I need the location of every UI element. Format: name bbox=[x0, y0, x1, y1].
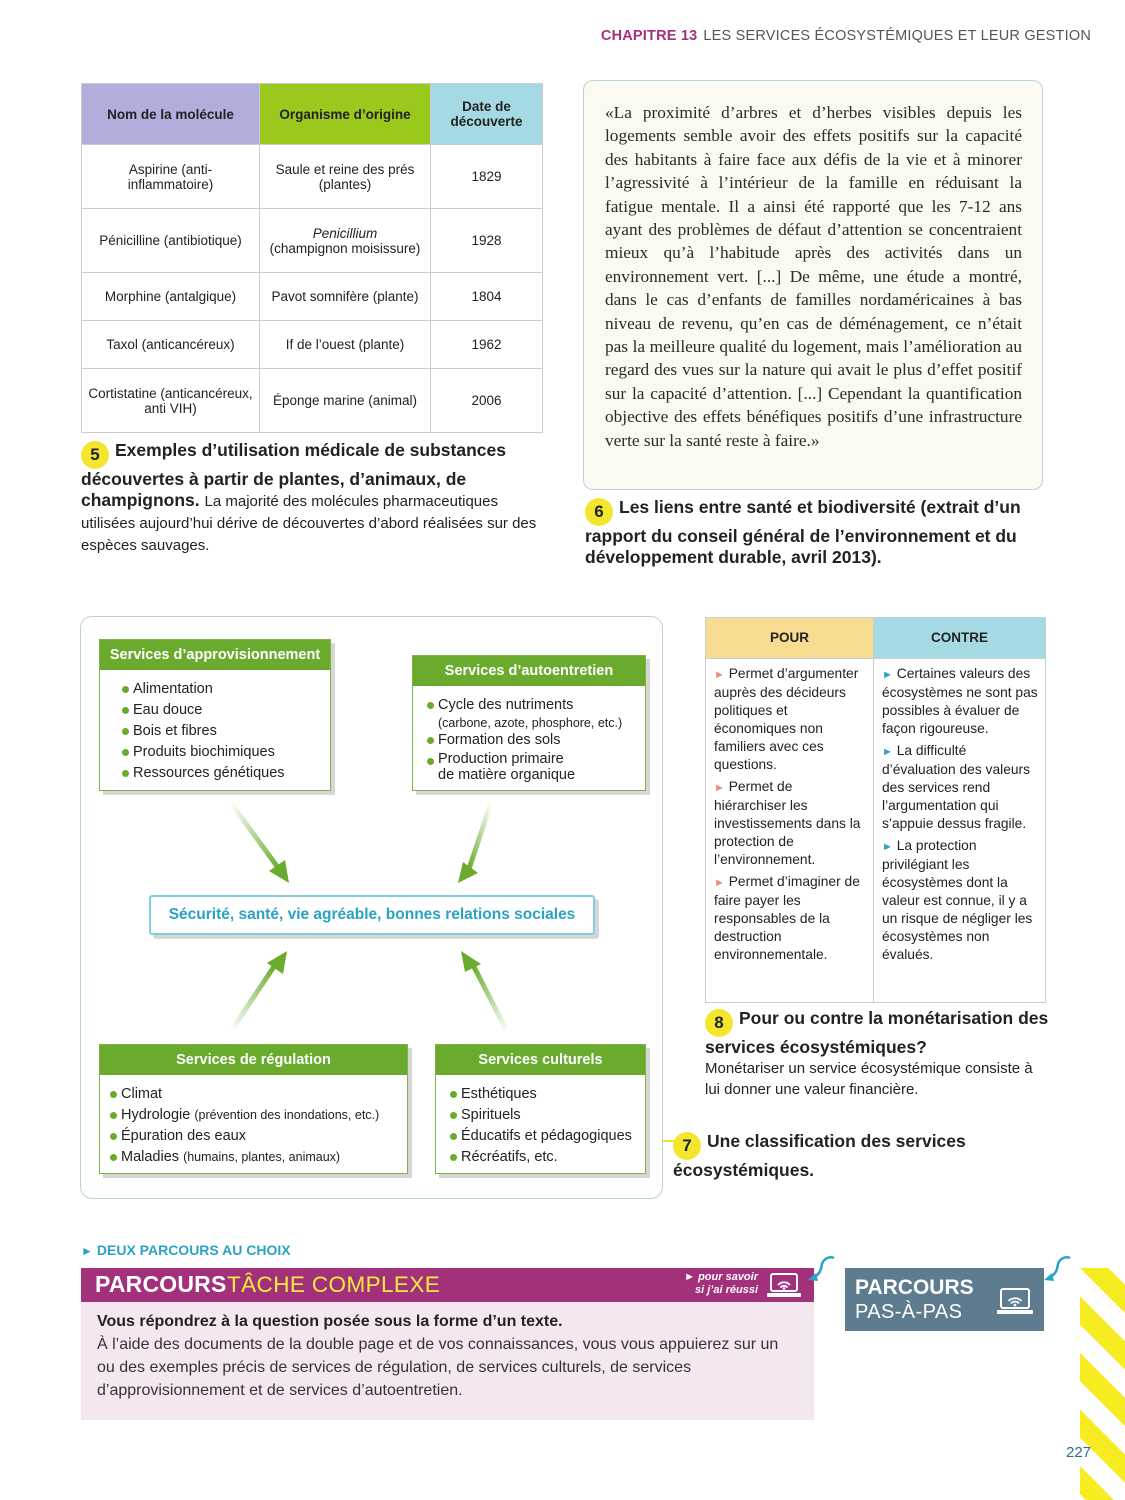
table-row bbox=[82, 321, 543, 369]
table-cell: If de l’ouest (plante) bbox=[260, 321, 431, 369]
services-diagram bbox=[80, 616, 663, 1199]
table-header-row bbox=[82, 84, 543, 145]
pour-header: POUR bbox=[706, 618, 874, 659]
item-label: Cycle des nutriments bbox=[438, 697, 574, 713]
parcours-label: PARCOURS bbox=[855, 1276, 974, 1299]
chapter-header bbox=[601, 28, 1091, 44]
curved-arrow-icon bbox=[800, 1254, 840, 1284]
autoentretien-list bbox=[413, 686, 645, 789]
pour-argument bbox=[714, 778, 867, 869]
list-item: Eau douce bbox=[122, 700, 320, 721]
list-item: Alimentation bbox=[122, 679, 320, 700]
table-cell: Aspirine (anti-inflammatoire) bbox=[82, 145, 260, 209]
list-item: Récréatifs, etc. bbox=[450, 1147, 635, 1168]
doc-number-badge: 7 bbox=[673, 1132, 701, 1160]
table-cell: Morphine (antalgique) bbox=[82, 273, 260, 321]
tache-complexe-label: TÂCHE COMPLEXE bbox=[227, 1272, 441, 1297]
triangle-bullet-icon: ► bbox=[882, 841, 893, 853]
table-row bbox=[82, 209, 543, 273]
table-cell: Taxol (anticancéreux) bbox=[82, 321, 260, 369]
list-item: Épuration des eaux bbox=[110, 1126, 397, 1147]
table-cell: Pavot somnifère (plante) bbox=[260, 273, 431, 321]
table-header: Nom de la molécule bbox=[82, 84, 260, 145]
item-label: Production primaire bbox=[438, 751, 564, 767]
approvisionnement-list bbox=[100, 670, 330, 790]
pour-argument bbox=[714, 665, 867, 774]
pour-argument bbox=[714, 873, 867, 964]
arrow-up-left bbox=[461, 951, 507, 1031]
triangle-bullet-icon: ► bbox=[714, 782, 725, 794]
table-cell: 1804 bbox=[431, 273, 543, 321]
list-item: Ressources génétiques bbox=[122, 763, 320, 784]
list-item bbox=[110, 1147, 397, 1168]
list-item: Éducatifs et pédagogiques bbox=[450, 1126, 635, 1147]
triangle-bullet-icon: ► bbox=[882, 669, 893, 681]
list-item bbox=[427, 751, 635, 783]
table-row bbox=[706, 659, 1046, 1003]
task-instructions: À l’aide des documents de la double page et de vos connaissances, vous vous appuierez sur un ou des exemples précis de services de régulation, de services culturels, de services d’approvisionnement et de services d’autoentretien. bbox=[97, 1336, 779, 1399]
culturels-title: Services culturels bbox=[436, 1045, 645, 1075]
list-item bbox=[427, 695, 635, 730]
doc5-caption bbox=[81, 440, 541, 556]
parcours-label: PARCOURS bbox=[95, 1271, 227, 1297]
item-label: Hydrologie bbox=[121, 1107, 191, 1123]
decorative-stripes bbox=[1080, 1268, 1125, 1500]
list-item: Produits biochimiques bbox=[122, 742, 320, 763]
argument-text: Permet d’argumenter auprès des décideurs politiques et économiques non familiers avec ces questions. bbox=[714, 666, 859, 772]
doc6-caption bbox=[585, 497, 1045, 568]
pas-a-pas-label: PAS-À-PAS bbox=[855, 1301, 963, 1323]
triangle-bullet-icon: ► bbox=[81, 1244, 93, 1258]
contre-argument bbox=[882, 837, 1039, 964]
table-header-row bbox=[706, 618, 1046, 659]
list-item: Bois et fibres bbox=[122, 721, 320, 742]
laptop-icon[interactable] bbox=[766, 1272, 802, 1299]
pour-column bbox=[706, 659, 874, 1003]
argument-text: Certaines valeurs des écosystèmes ne sont pas possibles à évaluer de façon rigoureuse. bbox=[882, 666, 1038, 736]
table-row bbox=[82, 145, 543, 209]
self-check-link[interactable] bbox=[684, 1271, 758, 1297]
arrow-up-right bbox=[231, 951, 287, 1031]
culturels-list bbox=[436, 1075, 645, 1174]
table-cell: 1962 bbox=[431, 321, 543, 369]
list-item: Esthétiques bbox=[450, 1084, 635, 1105]
doc7-caption bbox=[673, 1131, 973, 1181]
approvisionnement-title: Services d’approvisionnement bbox=[100, 640, 330, 670]
list-item: Climat bbox=[110, 1084, 397, 1105]
curved-arrow-icon bbox=[1036, 1254, 1076, 1284]
autoentretien-title: Services d’autoentretien bbox=[413, 656, 645, 686]
doc5-caption-title: Exemples d’utilisation médicale de substances découvertes à partir de plantes, d’animaux, de champignons. bbox=[81, 440, 506, 510]
table-cell: 1928 bbox=[431, 209, 543, 273]
self-check-line1: ► pour savoir bbox=[684, 1271, 758, 1283]
regulation-box bbox=[99, 1044, 408, 1174]
argument-text: Permet d’imaginer de faire payer les responsables de la destruction environnementale. bbox=[714, 874, 860, 962]
list-item: Formation des sols bbox=[427, 730, 635, 751]
contre-header: CONTRE bbox=[874, 618, 1046, 659]
doc-number-badge: 8 bbox=[705, 1009, 733, 1037]
table-cell: Éponge marine (animal) bbox=[260, 369, 431, 433]
culturels-box bbox=[435, 1044, 646, 1174]
doc8-caption-title: Pour ou contre la monétarisation des services écosystémiques? bbox=[705, 1008, 1049, 1057]
argument-text: Permet de hiérarchiser les investissements dans la protection de l’environnement. bbox=[714, 779, 861, 867]
table-cell: Saule et reine des prés (plantes) bbox=[260, 145, 431, 209]
autoentretien-box bbox=[412, 655, 646, 791]
contre-column bbox=[874, 659, 1046, 1003]
item-detail: (carbone, azote, phosphore, etc.) bbox=[438, 716, 623, 730]
item-detail: (humains, plantes, animaux) bbox=[183, 1150, 341, 1164]
table-row bbox=[82, 273, 543, 321]
doc8-caption-text: Monétariser un service écosystémique consiste à lui donner une valeur financière. bbox=[705, 1060, 1033, 1098]
list-item bbox=[110, 1105, 397, 1126]
table-cell: 1829 bbox=[431, 145, 543, 209]
arrow-down-right bbox=[231, 803, 289, 883]
pour-contre-table bbox=[705, 617, 1046, 1003]
triangle-bullet-icon: ► bbox=[714, 669, 725, 681]
argument-text: La protection privilégiant les écosystèmes dont la valeur est connue, il y a un risque de négliger les écosystèmes non évalués. bbox=[882, 838, 1033, 962]
self-check-line2: si j’ai réussi bbox=[695, 1284, 758, 1296]
chapter-title: LES SERVICES ÉCOSYSTÉMIQUES ET LEUR GESTION bbox=[703, 28, 1091, 44]
table-header: Organisme d’origine bbox=[260, 84, 431, 145]
regulation-title: Services de régulation bbox=[100, 1045, 407, 1075]
triangle-bullet-icon: ► bbox=[882, 746, 893, 758]
doc6-quote: «La proximité d’arbres et d’herbes visibles depuis les logements semble avoir des effets positifs sur la capacité des habitants à faire face aux défis de la vie et à minorer l’agressivité à l’intérieur de la famille en réduisant la fatigue mentale. Il a ainsi été rapporté que les 7-12 ans ayant des problèmes de défaut d’attention se concentraient mieux qu’à l’habitude après des activités dans un environnement vert. [...] De même, une étude a montré, dans le cas d’enfants de familles nordaméricaines à bas niveau de revenu, qu’en cas de déménagement, ce n’était pas la meilleure qualité du logement, mais l’amélioration au regard des vues sur la nature qui avait le plus d’effet positif sur la capacité d’attention. [...] Cependant la quantification objective des effets bénéfiques positifs d’une infrastructure verte sur la santé reste à faire.» bbox=[583, 80, 1043, 490]
triangle-bullet-icon: ► bbox=[714, 877, 725, 889]
tache-complexe-body bbox=[81, 1302, 814, 1420]
parcours-intro-text: DEUX PARCOURS AU CHOIX bbox=[96, 1242, 291, 1258]
contre-argument bbox=[882, 742, 1039, 833]
page-number: 227 bbox=[1066, 1444, 1092, 1461]
item-label: Maladies bbox=[121, 1149, 180, 1165]
parcours-pas-a-pas-button[interactable] bbox=[845, 1268, 1044, 1331]
doc8-caption bbox=[705, 1008, 1050, 1100]
species-note: (champignon moisissure) bbox=[269, 240, 421, 256]
doc6-caption-title: Les liens entre santé et biodiversité (extrait d’un rapport du conseil général de l’environnement et du développement durable, avril 2013). bbox=[585, 497, 1021, 567]
parcours-intro bbox=[81, 1242, 291, 1258]
list-item: Spirituels bbox=[450, 1105, 635, 1126]
molecule-table bbox=[81, 83, 543, 433]
table-cell: Cortistatine (anticancéreux, anti VIH) bbox=[82, 369, 260, 433]
table-cell: Pénicilline (antibiotique) bbox=[82, 209, 260, 273]
center-outcome-box: Sécurité, santé, vie agréable, bonnes relations sociales bbox=[149, 895, 595, 935]
doc-number-badge: 6 bbox=[585, 498, 613, 526]
argument-text: La difficulté d’évaluation des valeurs des services rend l’argumentation qui s’appuie dessus fragile. bbox=[882, 743, 1031, 831]
doc-number-badge: 5 bbox=[81, 441, 109, 469]
species-name: Penicillium bbox=[312, 225, 378, 241]
contre-argument bbox=[882, 665, 1039, 738]
laptop-icon bbox=[996, 1287, 1034, 1317]
parcours-tache-complexe-header[interactable] bbox=[81, 1268, 814, 1302]
arrow-down-left bbox=[458, 803, 491, 883]
doc5-caption-text: La majorité des molécules pharmaceutiques utilisées aujourd’hui dérive de découvertes d’abord réalisées sur des espèces sauvages. bbox=[81, 493, 537, 554]
approvisionnement-box bbox=[99, 639, 331, 791]
table-row bbox=[82, 369, 543, 433]
table-header: Date de découverte bbox=[431, 84, 543, 145]
doc7-caption-title: Une classification des services écosystémiques. bbox=[673, 1131, 966, 1180]
task-question: Vous répondrez à la question posée sous la forme d’un texte. bbox=[97, 1313, 563, 1330]
item-label-cont: de matière organique bbox=[438, 767, 576, 783]
chapter-number: CHAPITRE 13 bbox=[600, 28, 698, 44]
regulation-list bbox=[100, 1075, 407, 1174]
table-cell bbox=[260, 209, 431, 273]
table-cell: 2006 bbox=[431, 369, 543, 433]
item-detail: (prévention des inondations, etc.) bbox=[194, 1108, 380, 1122]
